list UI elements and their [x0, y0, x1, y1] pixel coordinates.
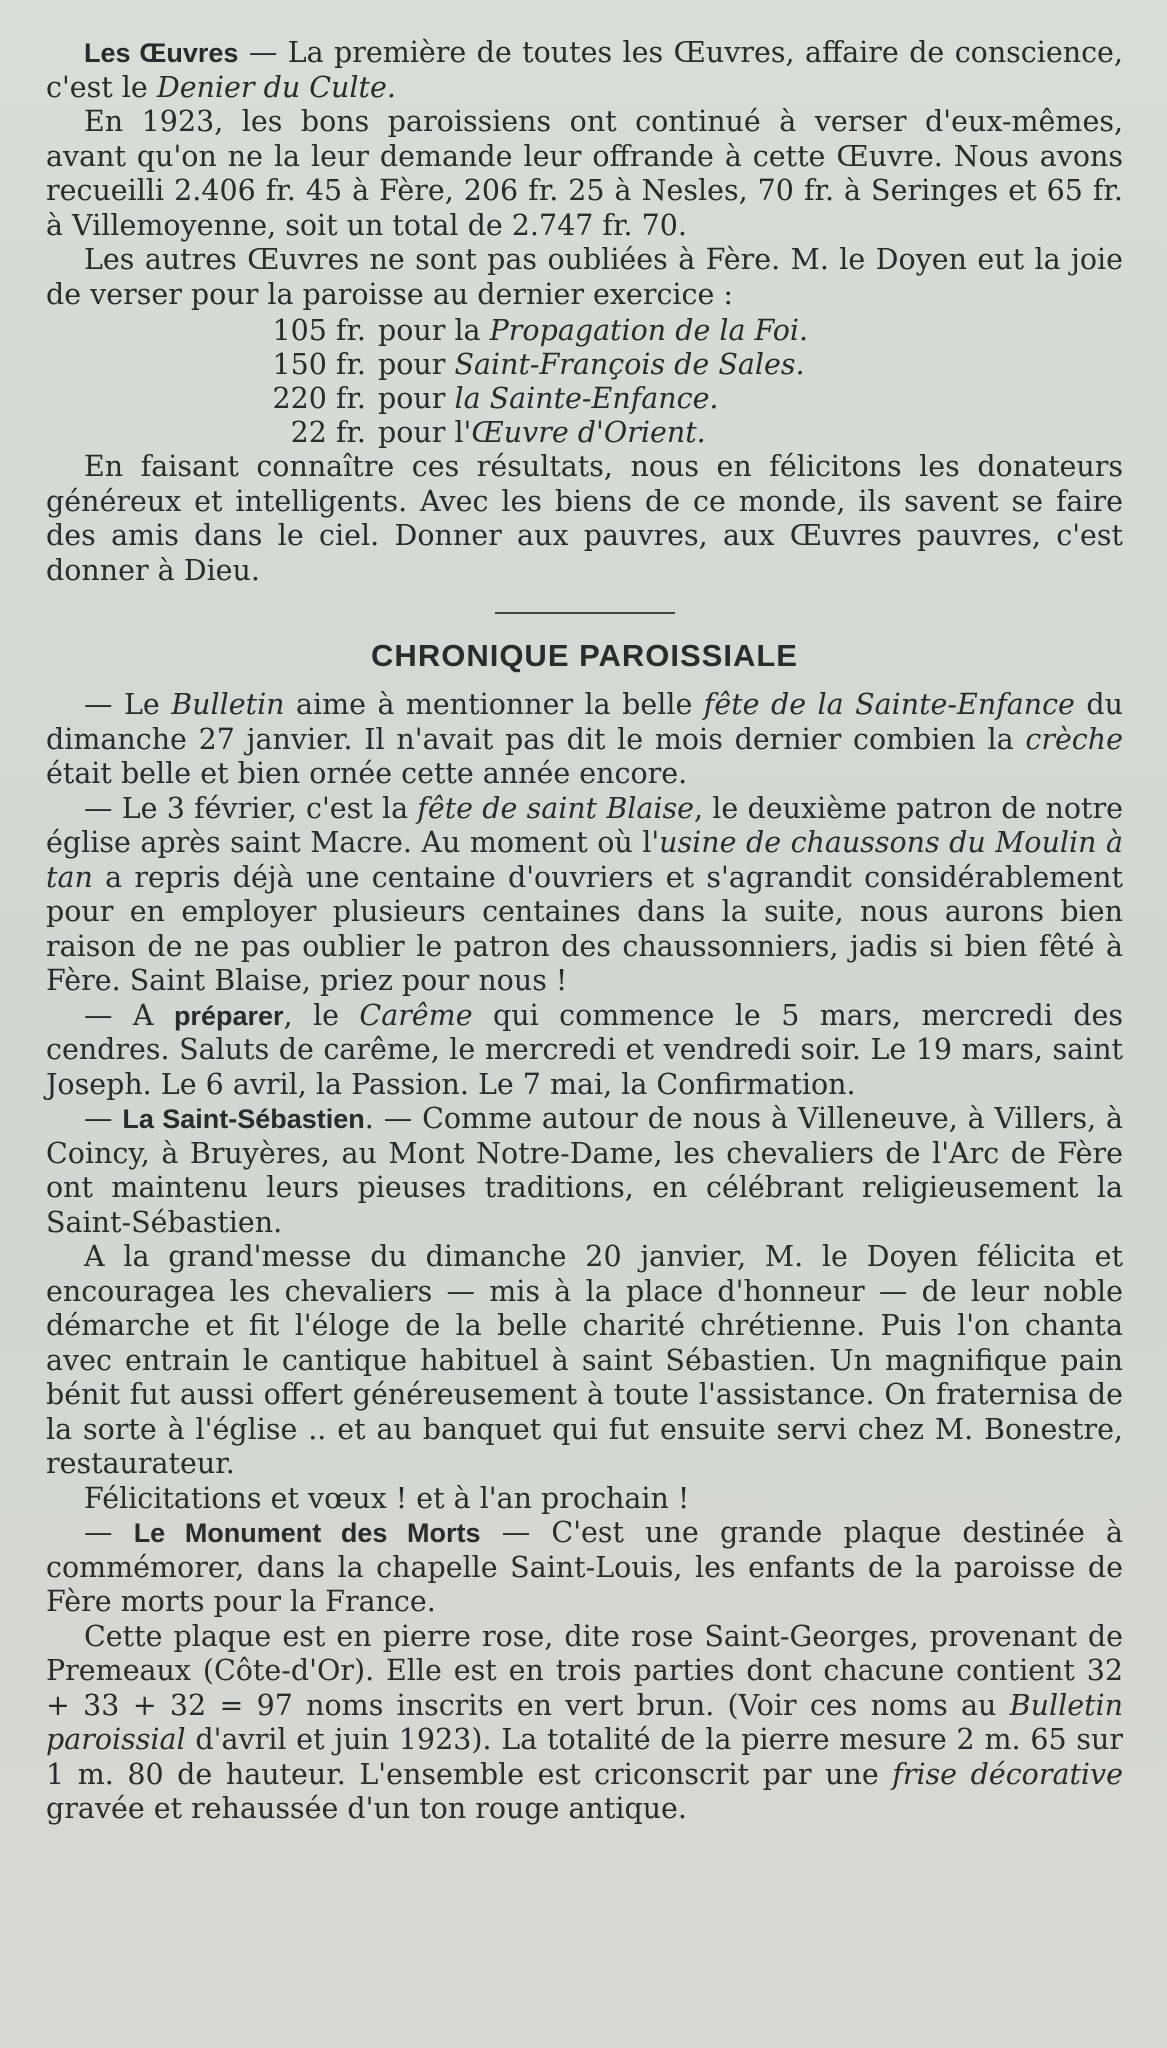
donation-item: 22 fr. pour l'Œuvre d'Orient.: [290, 416, 706, 449]
chronique-title: CHRONIQUE PAROISSIALE: [371, 638, 798, 673]
chronique-plaque-paragraph: Cette plaque est en pierre rose, dite rose Saint-Georges, provenant de Premeaux (Côte-d'Or). Elle est en trois parties dont chacune contient 32 + 33 + 32 = 97 noms inscrits en vert brun. (Voir ces noms au Bulletin paroissial d'avril et juin 1923). La totalité de la pierre mesure 2 m. 65 sur 1 m. 80 de hauteur. L'ensemble est criconscrit par une frise décorative gravée et rehaussée d'un ton rouge antique.: [46, 1619, 1123, 1825]
donation-item: 150 fr. pour Saint-François de Sales.: [272, 348, 805, 381]
oeuvres-heading: Les Œuvres: [84, 38, 239, 68]
chronique-grand-messe-paragraph: A la grand'messe du dimanche 20 janvier, M. le Doyen félicita et encouragea les chevaliers — mis à la place d'honneur — de leur noble démarche et fit l'éloge de la belle charité chrétienne. Puis l'on chanta avec entrain le cantique habituel à saint Sébastien. Un magnifique pain bénit fut aussi offert généreusement à toute l'assistance. On fraternisa de la sorte à l'église .. et au banquet qui fut ensuite servi chez M. Bonestre, restaurateur.: [46, 1240, 1123, 1480]
oeuvres-closing-paragraph: En faisant connaître ces résultats, nous en félicitons les donateurs généreux et intelligents. Avec les biens de ce monde, ils savent se faire des amis dans le ciel. Donner aux pauvres, aux Œuvres pauvres, c'est donner à Dieu.: [46, 450, 1123, 587]
chronique-felicitations-paragraph: Félicitations et vœux ! et à l'an prochain !: [84, 1481, 690, 1515]
oeuvres-other-paragraph: Les autres Œuvres ne sont pas oubliées à Fère. M. le Doyen eut la joie de verser pour la paroisse au dernier exercice :: [46, 243, 1123, 311]
oeuvres-collection-paragraph: En 1923, les bons paroissiens ont continué à verser d'eux-mêmes, avant qu'on ne la leur demande leur offrande à cette Œuvre. Nous avons recueilli 2.406 fr. 45 à Fère, 206 fr. 25 à Nesles, 70 fr. à Seringes et 65 fr. à Villemoyenne, soit un total de 2.747 fr. 70.: [46, 105, 1123, 242]
oeuvres-intro-paragraph: Les Œuvres — La première de toutes les Œuvres, affaire de conscience, c'est le Denier du Culte.: [46, 36, 1123, 104]
chronique-saint-sebastien-paragraph: — La Saint-Sébastien. — Comme autour de nous à Villeneuve, à Villers, à Coincy, à Bruyères, au Mont Notre-Dame, les chevaliers de l'Arc de Fère ont maintenu leurs pieuses traditions, en célébrant religieusement la Saint-Sébastien.: [46, 1102, 1124, 1239]
chronique-monument-paragraph: — Le Monument des Morts — C'est une grande plaque destinée à commémorer, dans la chapelle Saint-Louis, les enfants de la paroisse de Fère morts pour la France.: [46, 1516, 1123, 1618]
chronique-careme-paragraph: — A préparer, le Carême qui commence le 5 mars, mercredi des cendres. Saluts de carême, le mercredi et vendredi soir. Le 19 mars, saint Joseph. Le 6 avril, la Passion. Le 7 mai, la Confirmation.: [46, 998, 1123, 1101]
section-divider: [495, 612, 675, 614]
chronique-sainte-enfance-paragraph: — Le Bulletin aime à mentionner la belle fête de la Sainte-Enfance du dimanche 27 janvier. Il n'avait pas dit le mois dernier combien la crèche était belle et bien ornée cette année encore.: [46, 688, 1123, 790]
donation-item: 105 fr. pour la Propagation de la Foi.: [272, 314, 809, 347]
donation-item: 220 fr. pour la Sainte-Enfance.: [272, 382, 719, 415]
chronique-saint-blaise-paragraph: — Le 3 février, c'est la fête de saint Blaise, le deuxième patron de notre église après saint Macre. Au moment où l'usine de chaussons du Moulin à tan a repris déjà une centaine d'ouvriers et s'agrandit considérablement pour en employer plusieurs centaines dans la suite, nous aurons bien raison de ne pas oublier le patron des chaussonniers, jadis si bien fêté à Fère. Saint Blaise, priez pour nous !: [46, 791, 1124, 997]
donations-list: [46, 314, 1123, 450]
